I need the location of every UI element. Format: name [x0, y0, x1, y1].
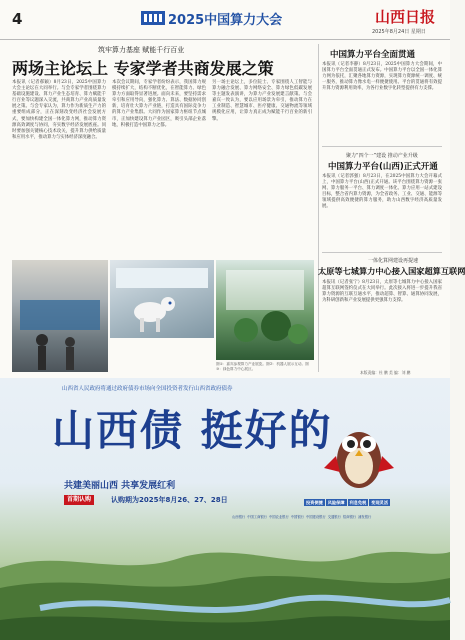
- landscape-illustration: [0, 528, 450, 640]
- ad-partner: 山西银行: [232, 515, 246, 519]
- lead-column-2: 本次会议期间，专家学者纷纷表示，我国算力规模持续扩大，结构不断优化，在智能算力、绿色算力方面取得显著进展。面向未来，要坚持需求牵引和应用导向，强化算力、算法、数据协同创新，培育壮大算力产业链，打造具有国际竞争力的算力产业集群。大同作为国家算力枢纽节点城市，正加快建设算力产业园区，吸引头部企业落地，积极打造中国算力之都。: [112, 80, 206, 128]
- story1-headline: 中国算力平台全面贯通: [330, 50, 416, 60]
- ad-partner: 交通银行: [327, 515, 341, 519]
- ad-partner-banks: [232, 514, 448, 519]
- ad-top-line: 山西省人民政府将通过政府债券市场向全国投资者发行山西省政府债券: [62, 386, 233, 392]
- lead-headline: 两场主论坛上 专家学者共商发展之策: [12, 59, 274, 78]
- story-divider: [322, 146, 442, 147]
- story3-headline: 太原等七城算力中心接入国家超算互联网: [318, 266, 465, 276]
- story2-body: 本报讯（记者郭强）8月23日，在2025中国算力大会开幕式上，中国算力平台(山西)正式开通。该平台围绕算力资源一张网、算力服务一平台、算力调度一体化、算力应用一站式建设目标，整合省内算力资源，为全省政务、工业、交通、能源等领域提供高效便捷的算力服务，助力山西数字经济高质量发展。: [322, 174, 442, 210]
- bird-mascot-icon: [322, 410, 396, 496]
- ad-tag: 投资便捷: [306, 500, 323, 505]
- editor-credit: 本版责编：杜 鹏 美 编：刘 鹏: [360, 370, 411, 375]
- green-datacenter-photo: [216, 260, 314, 360]
- lead-column-3: 另一场主论坛上，多位院士、专家围绕人工智能与算力融合发展、算力网络安全、算力绿色低碳发展等主题发表演讲，为算力产业发展建言献策。与会嘉宾一致认为，要以应用场景为牵引，推动算力在工业制造、智慧城市、医疗健康、交通物流等领域规模化应用，让算力真正成为赋能千行百业的新引擎。: [212, 80, 312, 122]
- ad-slogan: 山西债 挺好的: [52, 406, 333, 455]
- story-divider: [322, 252, 442, 253]
- ad-partner: 中国银行: [290, 515, 304, 519]
- story2-headline: 中国算力平台(山西)正式开通: [328, 162, 438, 172]
- conference-banner: [140, 8, 310, 28]
- ad-dates: 认购期为2025年8月26、27、28日: [111, 496, 228, 504]
- lead-kicker: 筑牢算力基座 赋能千行百业: [98, 46, 185, 54]
- ad-tag: 风险保障: [327, 500, 345, 505]
- conference-logo-icon: [140, 8, 166, 28]
- story3-body: 本报讯（记者张宁）8月23日，太原等七城算力中心接入国家超算互联网签约仪式在大同举行。此次接入将进一步提升我省算力资源的互联互通水平，推动超算、智算、通算协同发展，为科研创新和产业发展提供更强算力支撑。: [322, 280, 442, 304]
- ad-partner: 中国农业银行: [268, 515, 289, 519]
- column-divider: [318, 44, 319, 372]
- masthead: [0, 0, 450, 40]
- newspaper-brand: 山西日报: [375, 8, 436, 26]
- ad-partner: 中国工商银行: [247, 515, 267, 519]
- story3-kicker: 一体化算网建设再提速: [368, 258, 419, 264]
- ad-tag: 利息免税: [349, 500, 367, 505]
- story1-body: 本报讯（记者李静）8月23日，2025中国算力大会期间，中国算力平台全面贯通正式发布。中国算力平台以全国一体化算力网为依托，汇聚各地算力资源，实现算力资源统一调度、统一服务，推动算力像水电一样便捷使用。平台的贯通将有效提升算力资源利用效率，为各行业数字化转型提供有力支撑。: [322, 62, 442, 92]
- lead-column-1: 本报讯（记者郝颖）8月23日，2025中国算力大会主论坛在大同举行。与会专家学者围绕算力基础设施建设、算力产业生态培育、算力赋能千行百业等议题深入交流，共商算力产业高质量发展之策。与会专家认为，算力作为新质生产力的重要组成部分，正在深刻改变经济社会发展方式，要加快构建全国一体化算力网，推动算力资源高效调度与协同，夯实数字经济发展底座。同时要加强关键核心技术攻关，提升算力供给质量和应用水平，推动算力与实体经济深度融合。: [12, 80, 106, 140]
- ad-partner: 招商银行: [342, 515, 357, 519]
- ad-tag: 变现灵活: [371, 500, 389, 505]
- robot-photo: [110, 260, 214, 338]
- ad-partner: 浦发银行: [358, 515, 372, 519]
- photo-caption: 图①：嘉宾参观算力产业展览。图②：机器人展示互动。图③：绿色算力中心展区。: [216, 362, 309, 371]
- ad-badge: 首期认购: [64, 495, 94, 505]
- exhibition-photo: [12, 260, 108, 372]
- issue-date: 2025年8月24日 星期日: [372, 29, 426, 35]
- ad-partner: 中国建设银行: [305, 515, 326, 519]
- page-number: 4: [12, 10, 23, 28]
- banner-title: 2025中国算力大会: [168, 13, 283, 28]
- ad-subtitle: 共建美丽山西 共享发展红利: [64, 481, 176, 491]
- bond-advertisement: [0, 378, 450, 640]
- story2-kicker: 聚力“四个一”建设 推动产业升级: [346, 153, 418, 159]
- ad-tags: [304, 499, 390, 506]
